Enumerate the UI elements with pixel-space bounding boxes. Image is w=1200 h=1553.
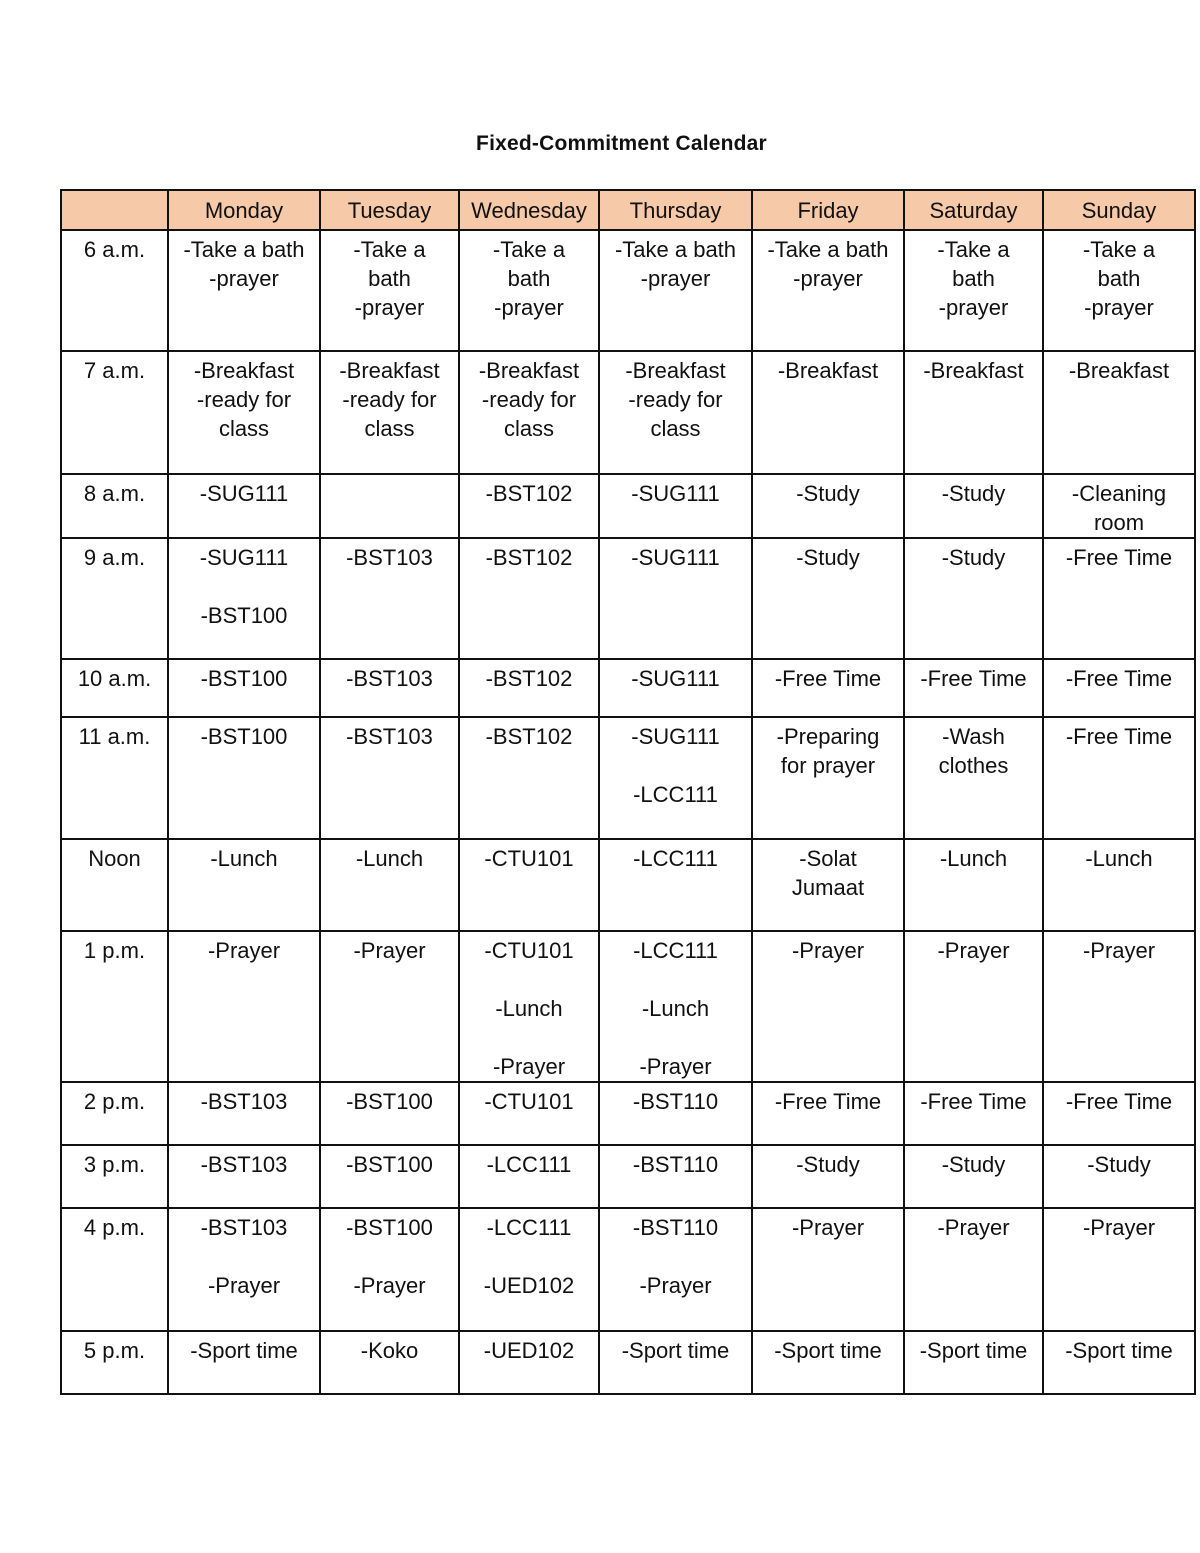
schedule-cell bbox=[320, 538, 459, 659]
schedule-cell bbox=[904, 717, 1043, 839]
activity-line: -BST103 bbox=[200, 1152, 288, 1177]
schedule-cell bbox=[320, 717, 459, 839]
activity-line: -Wash bbox=[942, 724, 1005, 749]
time-row bbox=[61, 1208, 1195, 1331]
schedule-cell bbox=[752, 659, 904, 717]
schedule-cell bbox=[599, 1082, 752, 1145]
day-header-wednesday: Wednesday bbox=[459, 190, 599, 230]
activity-line: -prayer bbox=[494, 295, 564, 320]
activity-line: -Koko bbox=[360, 1338, 419, 1363]
activity-line: class bbox=[650, 416, 701, 441]
activity-line: -Lunch bbox=[495, 996, 563, 1021]
time-label: 9 a.m. bbox=[61, 538, 168, 659]
activity-line: -CTU101 bbox=[484, 938, 574, 963]
activity-line: -SUG111 bbox=[631, 724, 720, 749]
schedule-cell bbox=[904, 839, 1043, 931]
activity-line: -Take a bath bbox=[767, 237, 889, 262]
time-label: 1 p.m. bbox=[61, 931, 168, 1082]
schedule-cell bbox=[599, 538, 752, 659]
activity-line: -UED102 bbox=[483, 1273, 575, 1298]
schedule-cell bbox=[459, 717, 599, 839]
schedule-cell bbox=[459, 1331, 599, 1394]
activity-line: -SUG111 bbox=[199, 545, 289, 570]
activity-line: -Free Time bbox=[1065, 666, 1173, 691]
activity-line: -Study bbox=[941, 481, 1006, 506]
schedule-cell bbox=[752, 1208, 904, 1331]
day-header-monday: Monday bbox=[168, 190, 320, 230]
schedule-cell bbox=[904, 230, 1043, 351]
activity-line: -Free Time bbox=[920, 666, 1027, 691]
schedule-cell bbox=[599, 351, 752, 474]
schedule-cell bbox=[459, 1082, 599, 1145]
activity-line bbox=[602, 1242, 749, 1271]
activity-line: -Prayer bbox=[353, 938, 426, 963]
schedule-cell bbox=[752, 717, 904, 839]
activity-line: -BST100 bbox=[346, 1089, 433, 1114]
activity-line: -Breakfast bbox=[193, 358, 295, 383]
schedule-cell bbox=[599, 931, 752, 1082]
activity-line: -Free Time bbox=[1065, 1089, 1173, 1114]
schedule-cell bbox=[320, 1145, 459, 1208]
activity-line: -LCC111 bbox=[633, 846, 718, 871]
activity-line: -Breakfast bbox=[339, 358, 440, 383]
activity-line bbox=[602, 1023, 749, 1052]
activity-line: -Prayer bbox=[791, 938, 865, 963]
activity-line: -Study bbox=[796, 545, 860, 570]
activity-line: -Free Time bbox=[1065, 545, 1173, 570]
schedule-cell bbox=[320, 351, 459, 474]
activity-line bbox=[171, 1242, 317, 1271]
schedule-cell bbox=[459, 1145, 599, 1208]
schedule-cell bbox=[1043, 1082, 1195, 1145]
activity-line: -Take a bbox=[492, 237, 566, 262]
schedule-cell bbox=[904, 1082, 1043, 1145]
schedule-cell bbox=[1043, 230, 1195, 351]
time-label: 11 a.m. bbox=[61, 717, 168, 839]
schedule-cell bbox=[904, 931, 1043, 1082]
schedule-cell bbox=[459, 659, 599, 717]
time-label: 5 p.m. bbox=[61, 1331, 168, 1394]
activity-line: -CTU101 bbox=[484, 846, 574, 871]
day-header-tuesday: Tuesday bbox=[320, 190, 459, 230]
schedule-cell bbox=[1043, 538, 1195, 659]
time-label: 10 a.m. bbox=[61, 659, 168, 717]
activity-line bbox=[462, 1242, 596, 1271]
schedule-cell bbox=[904, 538, 1043, 659]
time-row bbox=[61, 659, 1195, 717]
activity-line: -Take a bath bbox=[183, 237, 305, 262]
activity-line: -prayer bbox=[640, 266, 711, 291]
activity-line: -BST102 bbox=[485, 481, 573, 506]
schedule-cell bbox=[320, 659, 459, 717]
activity-line: clothes bbox=[938, 753, 1009, 778]
schedule-cell bbox=[599, 1331, 752, 1394]
activity-line: -Lunch bbox=[939, 846, 1008, 871]
schedule-cell bbox=[168, 1208, 320, 1331]
schedule-cell bbox=[1043, 839, 1195, 931]
activity-line: -Study bbox=[796, 481, 860, 506]
schedule-cell bbox=[1043, 1331, 1195, 1394]
activity-line: -Prayer bbox=[1082, 1215, 1156, 1240]
schedule-cell bbox=[904, 1145, 1043, 1208]
day-header-saturday: Saturday bbox=[904, 190, 1043, 230]
calendar-body bbox=[61, 230, 1195, 1394]
schedule-cell bbox=[599, 230, 752, 351]
schedule-cell bbox=[320, 931, 459, 1082]
activity-line: -Prayer bbox=[1082, 938, 1156, 963]
day-header-sunday: Sunday bbox=[1043, 190, 1195, 230]
schedule-cell bbox=[599, 1145, 752, 1208]
activity-line: -Solat bbox=[799, 846, 857, 871]
time-label: 6 a.m. bbox=[61, 230, 168, 351]
activity-line bbox=[323, 1242, 456, 1271]
schedule-cell bbox=[904, 351, 1043, 474]
activity-line: -Take a bbox=[937, 237, 1010, 262]
schedule-cell bbox=[1043, 351, 1195, 474]
activity-line: -Study bbox=[941, 545, 1006, 570]
activity-line: -Sport time bbox=[1065, 1338, 1173, 1363]
schedule-cell bbox=[168, 230, 320, 351]
schedule-cell bbox=[459, 839, 599, 931]
activity-line: class bbox=[364, 416, 415, 441]
activity-line: -SUG111 bbox=[631, 666, 720, 691]
header-row bbox=[61, 190, 1195, 230]
activity-line: -Prayer bbox=[492, 1054, 566, 1079]
activity-line: -ready for bbox=[628, 387, 723, 412]
activity-line: class bbox=[218, 416, 270, 441]
schedule-cell bbox=[320, 474, 459, 538]
activity-line: -SUG111 bbox=[631, 545, 720, 570]
schedule-cell bbox=[168, 538, 320, 659]
time-row bbox=[61, 717, 1195, 839]
activity-line: -prayer bbox=[793, 266, 863, 291]
schedule-cell bbox=[168, 659, 320, 717]
schedule-cell bbox=[752, 351, 904, 474]
time-label: Noon bbox=[61, 839, 168, 931]
schedule-cell bbox=[168, 1145, 320, 1208]
activity-line: -Take a bbox=[1082, 237, 1156, 262]
schedule-cell bbox=[168, 1331, 320, 1394]
schedule-cell bbox=[599, 474, 752, 538]
schedule-cell bbox=[752, 474, 904, 538]
schedule-cell bbox=[1043, 717, 1195, 839]
activity-line: room bbox=[1093, 510, 1145, 535]
schedule-cell bbox=[752, 1331, 904, 1394]
activity-line: -Breakfast bbox=[625, 358, 726, 383]
activity-line: class bbox=[503, 416, 555, 441]
activity-line bbox=[462, 1023, 596, 1052]
activity-line: -Prayer bbox=[937, 938, 1010, 963]
schedule-cell bbox=[1043, 931, 1195, 1082]
activity-line: -Lunch bbox=[210, 846, 278, 871]
activity-line: -Sport time bbox=[190, 1338, 298, 1363]
schedule-cell bbox=[459, 538, 599, 659]
schedule-cell bbox=[904, 1208, 1043, 1331]
schedule-cell bbox=[752, 1082, 904, 1145]
activity-line: -Free Time bbox=[1065, 724, 1173, 749]
activity-line bbox=[602, 751, 749, 780]
activity-line: -Study bbox=[1087, 1152, 1151, 1177]
activity-line: -Prayer bbox=[207, 1273, 281, 1298]
schedule-cell bbox=[752, 538, 904, 659]
activity-line: -Free Time bbox=[774, 1089, 882, 1114]
activity-line: -prayer bbox=[354, 295, 425, 320]
activity-line: -Breakfast bbox=[478, 358, 580, 383]
activity-line: -BST110 bbox=[632, 1152, 719, 1177]
schedule-cell bbox=[320, 1331, 459, 1394]
activity-line: -Breakfast bbox=[777, 358, 879, 383]
schedule-cell bbox=[168, 474, 320, 538]
activity-line: -LCC111 bbox=[486, 1152, 572, 1177]
time-row bbox=[61, 839, 1195, 931]
activity-line: -Prayer bbox=[639, 1273, 712, 1298]
time-row bbox=[61, 1331, 1195, 1394]
time-row bbox=[61, 538, 1195, 659]
activity-line: -ready for bbox=[481, 387, 577, 412]
activity-line: for prayer bbox=[780, 753, 876, 778]
activity-line: -BST100 bbox=[346, 1215, 433, 1240]
schedule-cell bbox=[1043, 1208, 1195, 1331]
activity-line: -BST103 bbox=[346, 666, 433, 691]
activity-line: -UED102 bbox=[483, 1338, 575, 1363]
schedule-cell bbox=[752, 1145, 904, 1208]
activity-line: bath bbox=[368, 266, 411, 291]
activity-line: -Lunch bbox=[1085, 846, 1153, 871]
schedule-cell bbox=[459, 230, 599, 351]
activity-line: -prayer bbox=[1084, 295, 1154, 320]
schedule-cell bbox=[168, 931, 320, 1082]
activity-line: -Free Time bbox=[774, 666, 882, 691]
schedule-cell bbox=[459, 1208, 599, 1331]
schedule-cell bbox=[320, 1082, 459, 1145]
schedule-cell bbox=[599, 659, 752, 717]
activity-line: -BST103 bbox=[346, 724, 433, 749]
time-row bbox=[61, 1145, 1195, 1208]
schedule-cell bbox=[168, 351, 320, 474]
schedule-cell bbox=[459, 351, 599, 474]
activity-line: -Prayer bbox=[639, 1054, 712, 1079]
activity-line: -Prayer bbox=[353, 1273, 426, 1298]
activity-line: -BST103 bbox=[200, 1089, 288, 1114]
activity-line: bath bbox=[507, 266, 551, 291]
activity-line: -LCC111 bbox=[633, 782, 718, 807]
activity-line: -BST100 bbox=[200, 724, 288, 749]
commitment-calendar-table bbox=[60, 189, 1196, 1395]
day-header-friday: Friday bbox=[752, 190, 904, 230]
time-row bbox=[61, 230, 1195, 351]
activity-line: -Sport time bbox=[919, 1338, 1028, 1363]
activity-line: -Lunch bbox=[355, 846, 424, 871]
activity-line: bath bbox=[1097, 266, 1141, 291]
time-label: 3 p.m. bbox=[61, 1145, 168, 1208]
corner-header-cell bbox=[61, 190, 168, 230]
time-row bbox=[61, 474, 1195, 538]
activity-line: -BST100 bbox=[200, 666, 288, 691]
activity-line: -prayer bbox=[938, 295, 1009, 320]
time-row bbox=[61, 931, 1195, 1082]
activity-line: -CTU101 bbox=[484, 1089, 574, 1114]
activity-line bbox=[462, 965, 596, 994]
page-title: Fixed-Commitment Calendar bbox=[476, 132, 767, 155]
activity-line: -SUG111 bbox=[631, 481, 720, 506]
activity-line: bath bbox=[952, 266, 995, 291]
schedule-cell bbox=[599, 717, 752, 839]
activity-line: -Prayer bbox=[791, 1215, 865, 1240]
activity-line: -Study bbox=[796, 1152, 860, 1177]
time-label: 2 p.m. bbox=[61, 1082, 168, 1145]
activity-line: -BST102 bbox=[485, 724, 573, 749]
activity-line: -Preparing bbox=[776, 724, 880, 749]
schedule-cell bbox=[904, 659, 1043, 717]
activity-line: -ready for bbox=[196, 387, 292, 412]
activity-line: Jumaat bbox=[791, 875, 865, 900]
activity-line: -BST110 bbox=[632, 1215, 719, 1240]
activity-line: -BST110 bbox=[632, 1089, 719, 1114]
activity-line: -Sport time bbox=[774, 1338, 882, 1363]
activity-line bbox=[602, 965, 749, 994]
activity-line: -BST103 bbox=[346, 545, 433, 570]
schedule-cell bbox=[168, 1082, 320, 1145]
schedule-cell bbox=[320, 839, 459, 931]
activity-line: -Prayer bbox=[937, 1215, 1010, 1240]
schedule-cell bbox=[752, 230, 904, 351]
activity-line: -Sport time bbox=[621, 1338, 730, 1363]
activity-line: -BST100 bbox=[200, 603, 288, 628]
activity-line: -Take a bath bbox=[614, 237, 737, 262]
schedule-cell bbox=[320, 1208, 459, 1331]
schedule-cell bbox=[168, 839, 320, 931]
activity-line: -Study bbox=[941, 1152, 1006, 1177]
activity-line: -ready for bbox=[342, 387, 437, 412]
time-label: 4 p.m. bbox=[61, 1208, 168, 1331]
time-row bbox=[61, 1082, 1195, 1145]
schedule-cell bbox=[168, 717, 320, 839]
activity-line: -LCC111 bbox=[633, 938, 718, 963]
time-label: 7 a.m. bbox=[61, 351, 168, 474]
activity-line: -Breakfast bbox=[1068, 358, 1170, 383]
activity-line: -BST103 bbox=[200, 1215, 288, 1240]
activity-line: -Breakfast bbox=[923, 358, 1024, 383]
activity-line: -Lunch bbox=[641, 996, 710, 1021]
schedule-cell bbox=[320, 230, 459, 351]
day-header-thursday: Thursday bbox=[599, 190, 752, 230]
time-row bbox=[61, 351, 1195, 474]
activity-line bbox=[171, 572, 317, 601]
schedule-cell bbox=[904, 1331, 1043, 1394]
schedule-cell bbox=[752, 931, 904, 1082]
activity-line: -Take a bbox=[353, 237, 426, 262]
activity-line: -Prayer bbox=[207, 938, 281, 963]
activity-line: -Free Time bbox=[920, 1089, 1027, 1114]
schedule-cell bbox=[1043, 1145, 1195, 1208]
schedule-cell bbox=[599, 839, 752, 931]
activity-line: -BST102 bbox=[485, 545, 573, 570]
schedule-cell bbox=[599, 1208, 752, 1331]
time-label: 8 a.m. bbox=[61, 474, 168, 538]
activity-line: -LCC111 bbox=[486, 1215, 572, 1240]
activity-line: -prayer bbox=[209, 266, 279, 291]
schedule-cell bbox=[904, 474, 1043, 538]
schedule-cell bbox=[459, 474, 599, 538]
schedule-cell bbox=[1043, 659, 1195, 717]
activity-line: -BST102 bbox=[485, 666, 573, 691]
schedule-cell bbox=[459, 931, 599, 1082]
activity-line: -BST100 bbox=[346, 1152, 433, 1177]
schedule-cell bbox=[1043, 474, 1195, 538]
schedule-cell bbox=[752, 839, 904, 931]
activity-line: -Cleaning bbox=[1071, 481, 1167, 506]
activity-line: -SUG111 bbox=[199, 481, 289, 506]
